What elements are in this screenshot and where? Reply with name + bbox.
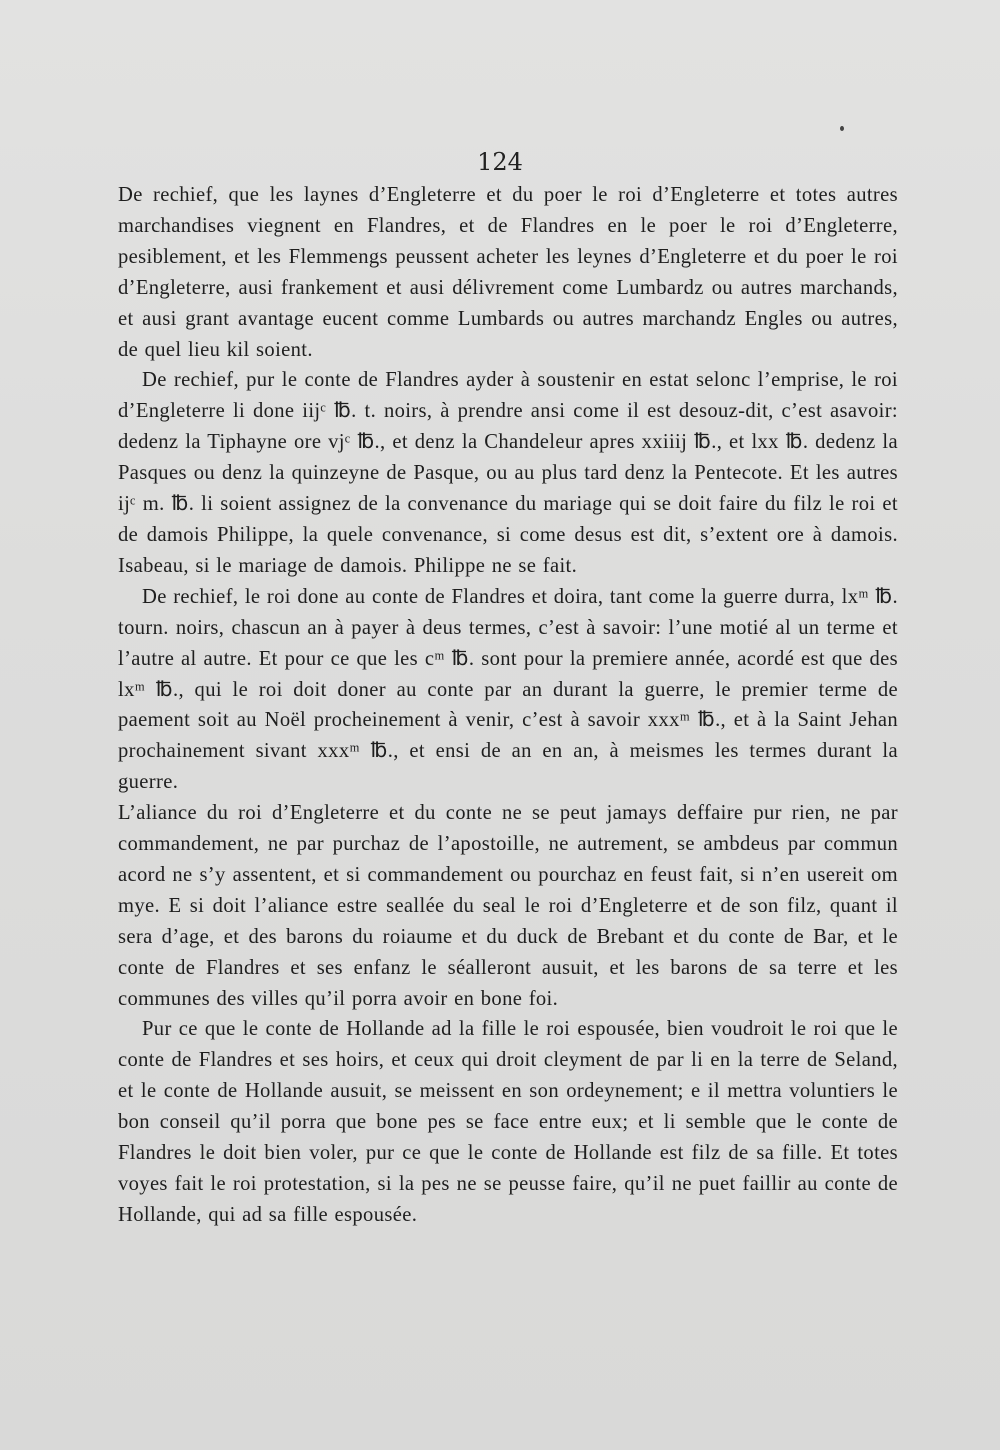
paragraph-1: De rechief, que les laynes d’Engleterre et du poer le roi d’Engleterre et totes autres marchandises viegnent en Flandres, et de Flandres en le poer le roi d’Engleterre, pesiblement, et les Flemmengs peussent acheter les leynes d’Engleterre et du poer le roi d’Engleterre, ausi frankement et ausi délivrement come Lumbardz ou autres marchands, et ausi grant avantage eucent comme Lumbards ou autres marchandz Engles ou autres, de quel lieu kil soient. — [118, 184, 898, 361]
ink-speck — [840, 126, 844, 131]
paragraph-5: Pur ce que le conte de Hollande ad la fille le roi espousée, bien voudroit le roi que le conte de Flandres et ses hoirs, et ceux qui droit cleyment de par li en la terre de Seland, et le conte de Hollande ausuit, se meissent en son ordeynement; e il mettra voluntiers le bon conseil qu’il porra que bone pes se face entre eux; et li semble que le conte de Flandres le doit bien voler, pur ce que le conte de Hollande est filz de sa fille. Et totes voyes fait le roi protestation, si la pes ne se peusse faire, qu’il ne puet faillir au conte de Hollande, qui ad sa fille espousée. — [118, 1018, 898, 1226]
body-text — [118, 180, 898, 1231]
paragraph-4: L’aliance du roi d’Engleterre et du conte ne se peut jamays deffaire pur rien, ne par commandement, ne par purchaz de l’apostoille, ne autrement, se ambdeus par commun acord ne s’y assentent, et si commandement ou pourchaz en feust fait, si n’en usereit om mye. E si doit l’aliance estre seallée du seal le roi d’Engleterre et de son filz, quant il sera d’age, et des barons du roiaume et du duck de Brebant et du conte de Bar, et le conte de Flandres et ses enfanz le séalleront ausuit, et les barons de sa terre et les communes des villes qu’il porra avoir en bone foi. — [118, 802, 898, 1010]
paragraph-2: De rechief, pur le conte de Flandres ayder à soustenir en estat selonc l’emprise, le roi d’Engleterre li done iijᶜ ℔. t. noirs, à prendre ansi come il est desouz-dit, c’est asavoir: dedenz la Tiphayne ore vjᶜ ℔., et denz la Chandeleur apres xxiiij ℔., et lxx ℔. dedenz la Pasques ou denz la quinzeyne de Pasque, ou au plus tard denz la Pentecote. Et les autres ijᶜ m. ℔. li soient assignez de la convenance du mariage qui se doit faire du filz le roi et de damois Philippe, la quele convenance, si come desus est dit, s’extent ore à damois. Isabeau, si le mariage de damois. Philippe ne se fait. — [118, 369, 898, 577]
paragraph-3: De rechief, le roi done au conte de Flandres et doira, tant come la guerre durra, lxᵐ ℔. tourn. noirs, chascun an à payer à deus termes, c’est à savoir: l’une motié al un terme et l’autre al autre. Et pour ce que les cᵐ ℔. sont pour la premiere année, acordé est que des lxᵐ ℔., qui le roi doit doner au conte par an durant la guerre, le premier terme de paement soit au Noël procheinement à venir, c’est à savoir xxxᵐ ℔., et à la Saint Jehan prochainement sivant xxxᵐ ℔., et ensi de an en an, à meismes les termes durant la guerre. — [118, 585, 898, 794]
page-number: 124 — [477, 148, 523, 176]
